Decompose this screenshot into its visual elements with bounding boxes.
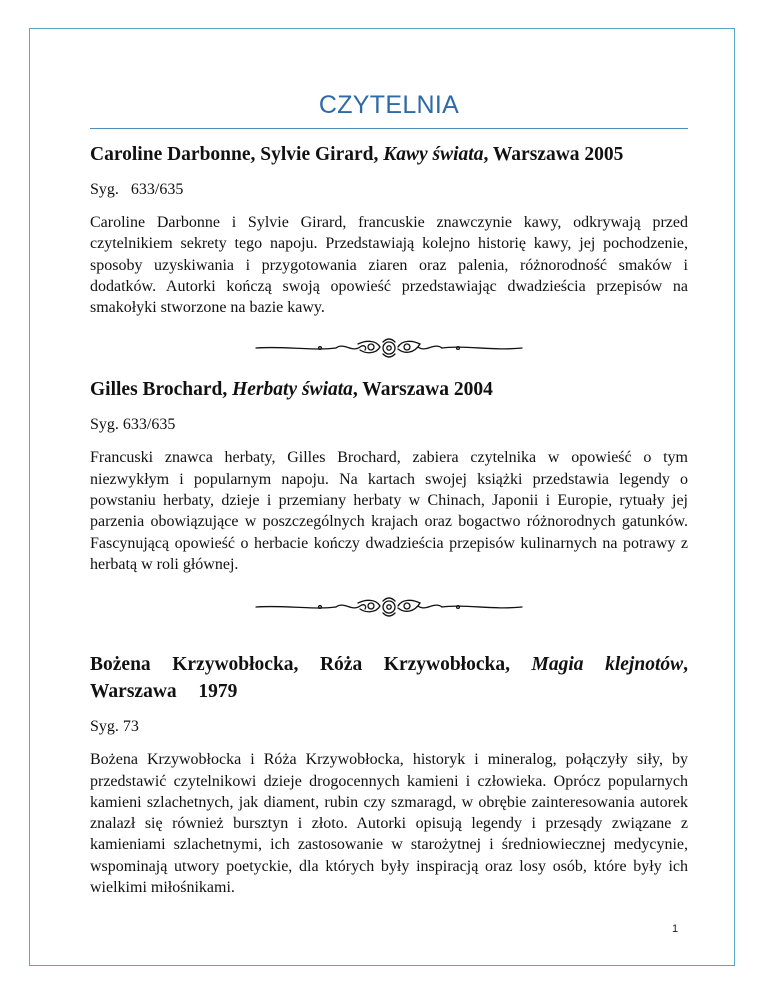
book-description: Bożena Krzywobłocka i Róża Krzywobłocka, historyk i mineralog, połączyły siły, by przedstawić czytelnikowi dzieje drogocennych kamieni i człowieka. Oprócz popularnych kamieni szlachetnych, jak diament, rubin czy szmaragd, w obrębie zainteresowania autorek znalazł się również bursztyn i złoto. Autorki opisują legendy i przesądy związane z kamieniami szlachetnymi, ich zastosowanie w starożytnej i średniowiecznej medycynie, wspominają utwory poetyckie, dla których były inspiracją oraz losy osób, które były ich wielkimi miłośnikami. [90,751,688,897]
book-signature: Syg. 633/635 [90,181,184,198]
book-authors: Caroline Darbonne, Sylvie Girard, [90,144,384,165]
book-description: Caroline Darbonne i Sylvie Girard, francuskie znawczynie kawy, odkrywają przed czytelnikiem sekrety tego napoju. Przedstawiają kolejno historię kawy, jej pochodzenie, sposoby uzyskiwania i przygotowania ziaren oraz palenia, różnorodność smaków i dodatków. Autorki kończą swoją opowieść przedstawiając dwadzieścia przepisów na smakołyki stworzone na bazie kawy. [90,214,688,317]
book-publication: , Warszawa 2004 [352,379,493,401]
page-number: 1 [672,923,679,935]
book-title [90,376,688,403]
book-title [90,141,688,168]
book-description: Francuski znawca herbaty, Gilles Brochard, zabiera czytelnika w opowieść o tym niezwykłym i popularnym napoju. Na kartach swojej książki przedstawia legendy o powstaniu herbaty, dzieje i przemiany herbaty w Chinach, Japonii i Europie, rytuały jej parzenia obowiązujące w poszczególnych krajach oraz bogactwo różnorodnych gatunków. Fascynującą opowieść o herbacie kończy dwadzieścia przepisów kulinarnych na potrawy z herbatą w roli głównej. [90,449,688,573]
book-publication: , Warszawa 1979 [90,654,699,703]
book-publication: , Warszawa 2005 [483,144,624,165]
ornament-divider [254,338,524,358]
page-header [90,82,688,129]
document-content [90,141,699,898]
book-entry [90,141,688,318]
book-authors: Gilles Brochard, [90,379,233,401]
book-name: Magia klejnotów [531,654,684,676]
book-name: Kawy świata [383,144,484,165]
book-signature: Syg. 633/635 [90,416,176,434]
book-authors: Bożena Krzywobłocka, Róża Krzywobłocka, [90,654,532,676]
book-title [90,651,699,705]
book-entry [90,376,688,575]
book-signature: Syg. 73 [90,718,139,736]
book-entry [90,651,699,898]
book-name: Herbaty świata [232,379,353,401]
ornament-divider [254,597,524,617]
page-title: CZYTELNIA [318,91,460,119]
